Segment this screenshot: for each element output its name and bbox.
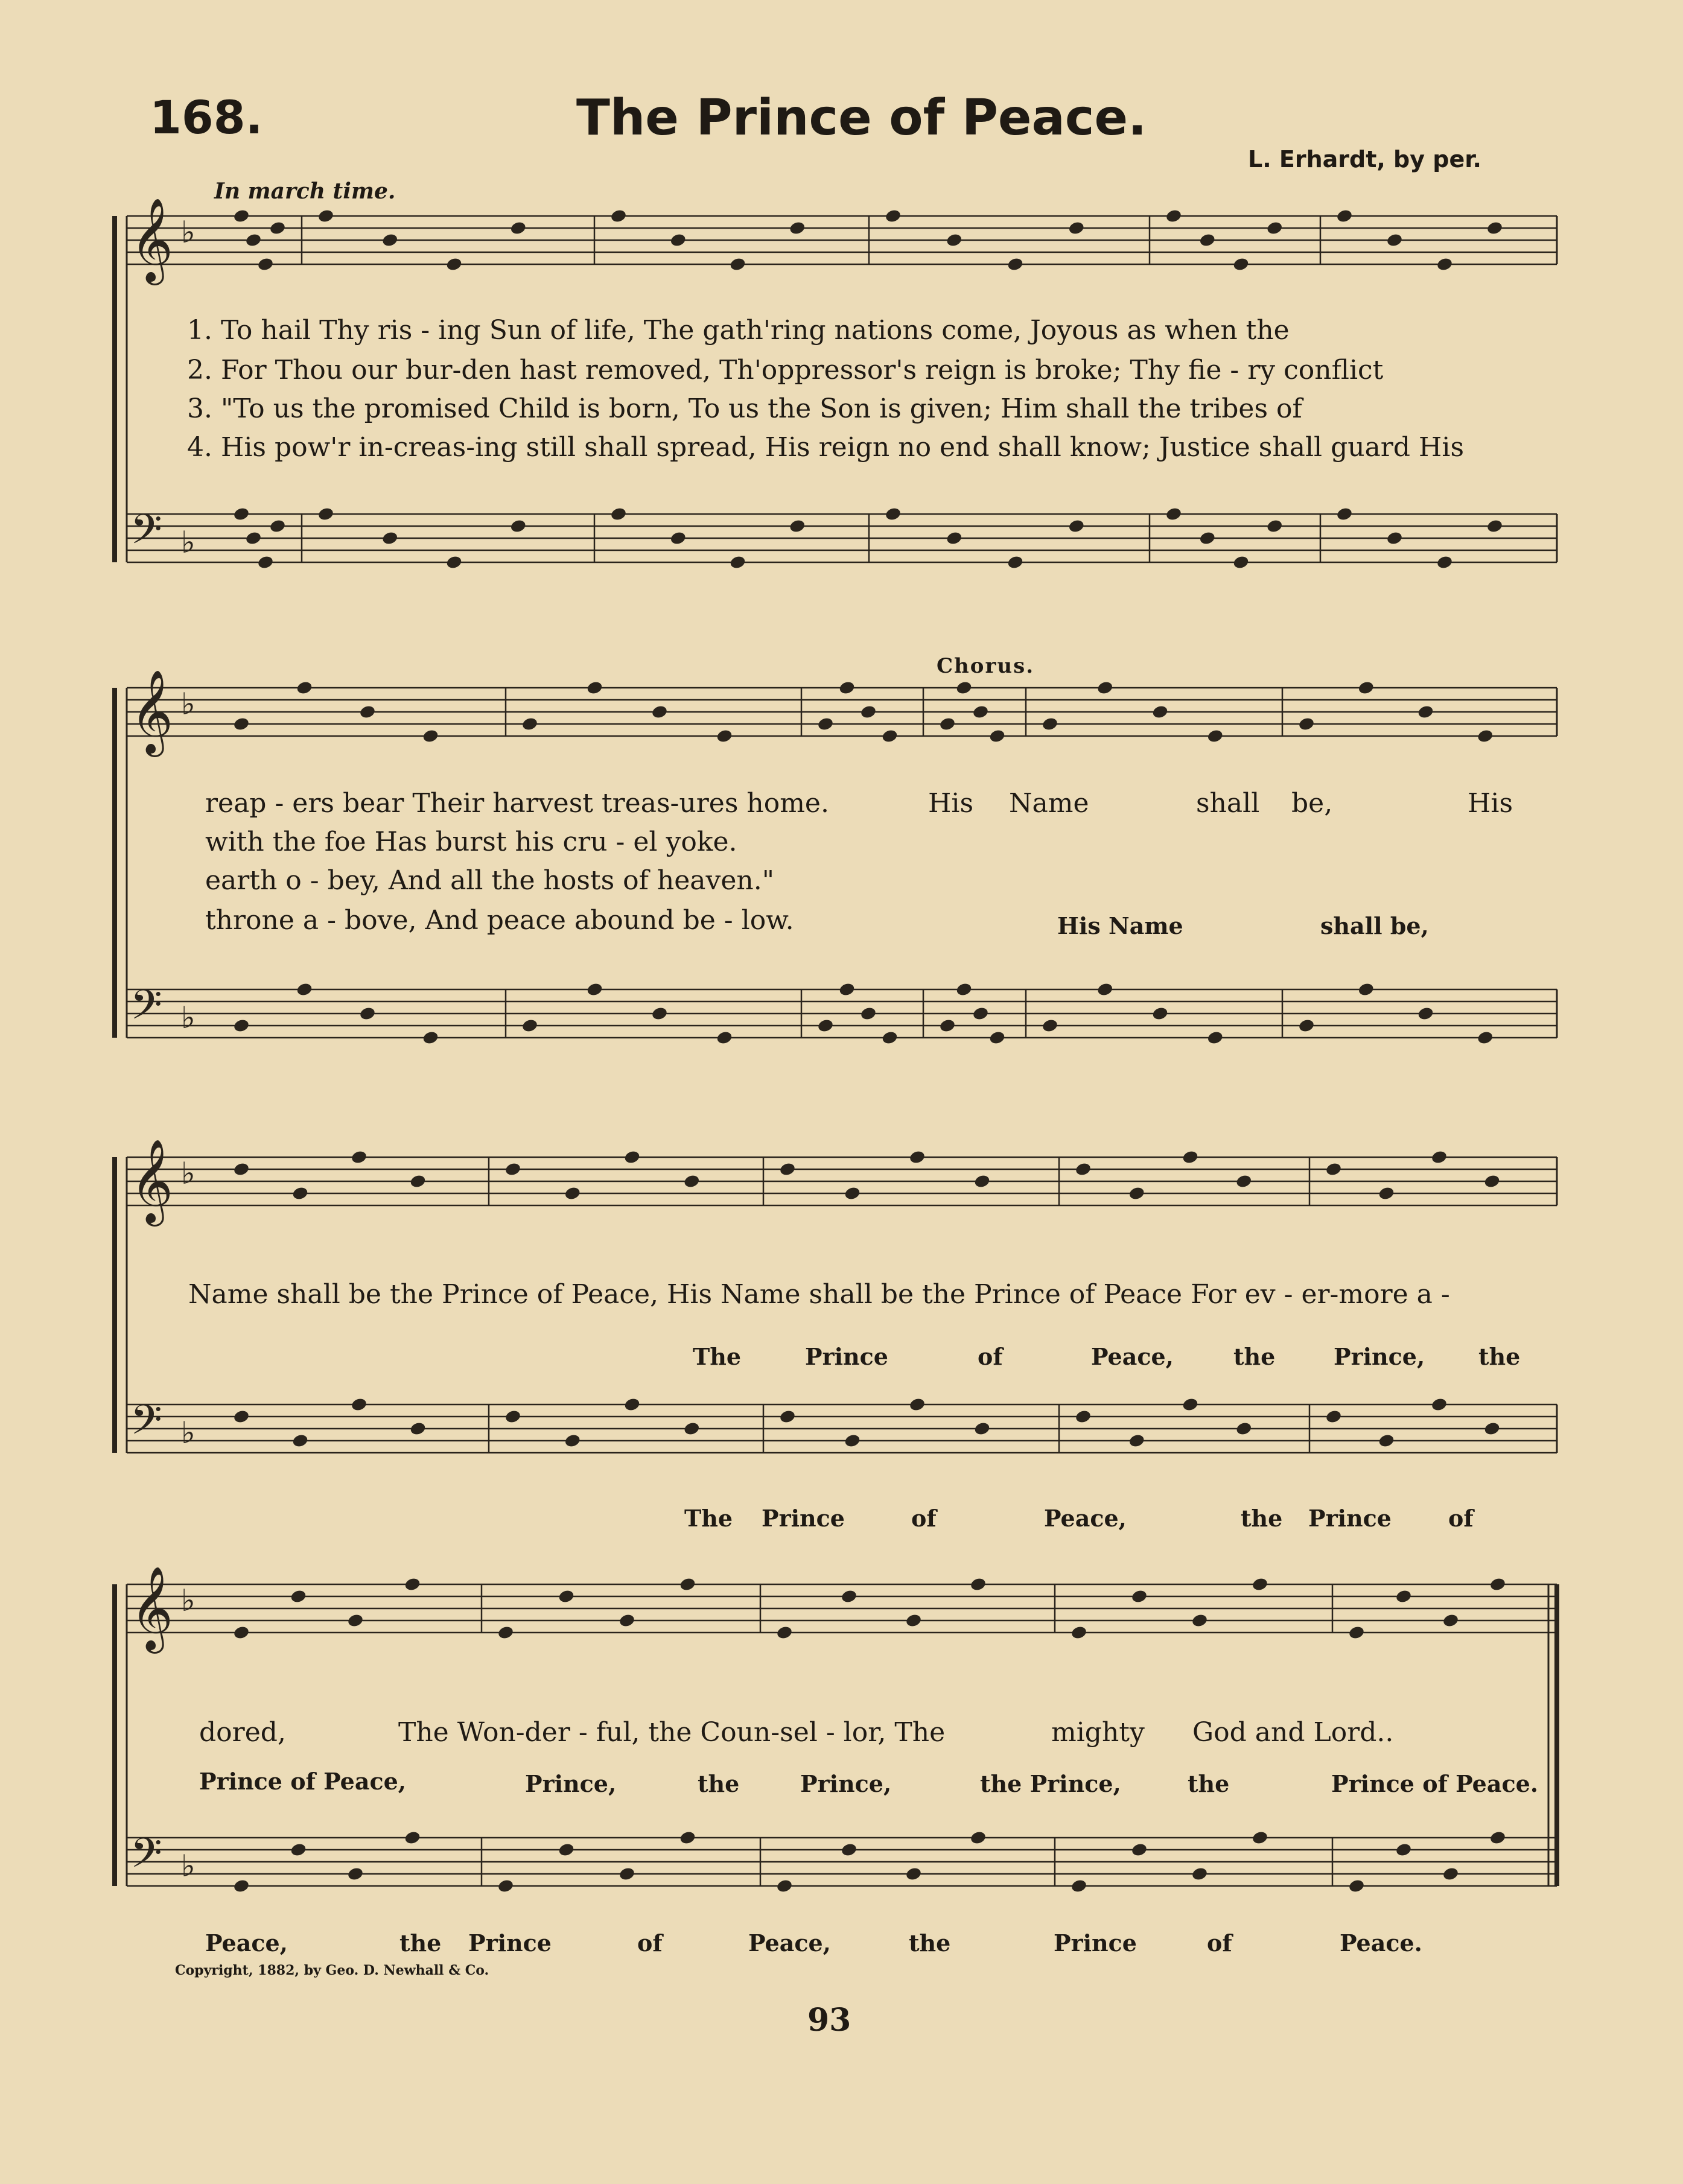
bass-word: the Prince, xyxy=(980,1770,1121,1797)
note-head xyxy=(504,1161,522,1176)
note-head xyxy=(970,1576,987,1592)
note-head xyxy=(1206,728,1224,743)
note-head xyxy=(610,208,628,223)
bass-word: The xyxy=(693,1343,742,1370)
bass-word: of xyxy=(978,1343,1003,1370)
note-head xyxy=(779,1409,797,1424)
note-head xyxy=(779,1161,797,1176)
chorus-word: Name xyxy=(1009,788,1089,819)
verse-1-line-1: 1. To hail Thy ris - ing Sun of life, The gath'ring nations come, Joyous as when the xyxy=(187,315,1290,346)
note-head xyxy=(909,1397,926,1412)
bass-word: Prince xyxy=(805,1343,888,1370)
note-head xyxy=(359,704,377,719)
note-head xyxy=(1042,716,1059,731)
note-head xyxy=(497,1625,515,1640)
note-head xyxy=(1182,1149,1199,1164)
note-head xyxy=(1075,1409,1092,1424)
note-head xyxy=(1007,256,1024,271)
note-head xyxy=(1357,982,1375,997)
note-head xyxy=(558,1589,575,1604)
note-head xyxy=(1298,1018,1316,1033)
note-head xyxy=(1042,1018,1059,1033)
note-head xyxy=(1486,220,1504,235)
note-head xyxy=(988,728,1006,743)
note-head xyxy=(1191,1613,1209,1628)
note-head xyxy=(1067,220,1085,235)
note-head xyxy=(317,506,335,521)
note-head xyxy=(619,1866,636,1881)
note-head xyxy=(1198,530,1216,545)
clef-glyph: ♭ xyxy=(181,215,196,250)
note-head xyxy=(885,506,902,521)
bass-word: the xyxy=(698,1770,740,1797)
note-head xyxy=(233,1878,250,1893)
note-head xyxy=(679,1830,696,1845)
note-head xyxy=(233,1625,250,1640)
note-head xyxy=(1096,680,1114,695)
bass-word: the xyxy=(399,1929,442,1957)
bass-word: Prince, xyxy=(1334,1343,1425,1370)
note-head xyxy=(885,208,902,223)
note-head xyxy=(776,1625,794,1640)
bass-word: the xyxy=(1241,1505,1283,1532)
note-head xyxy=(1252,1830,1269,1845)
note-head xyxy=(1325,1409,1343,1424)
note-head xyxy=(973,1173,991,1189)
bass-word: Peace. xyxy=(1340,1929,1422,1957)
note-head xyxy=(729,554,746,570)
note-head xyxy=(1128,1186,1145,1201)
bass-word: Prince xyxy=(1054,1929,1137,1957)
note-head xyxy=(1007,554,1024,570)
clef-glyph: ♭ xyxy=(181,1000,196,1035)
note-head xyxy=(838,982,856,997)
hymn-number: 168. xyxy=(150,90,263,144)
clef-glyph: ♭ xyxy=(181,1156,196,1191)
note-head xyxy=(729,256,746,271)
note-head xyxy=(381,530,399,545)
note-head xyxy=(558,1842,575,1857)
verse-2-line-1: 2. For Thou our bur-den hast removed, Th'oppressor's reign is broke; Thy fie - ry conflict xyxy=(187,355,1384,386)
clef-glyph: ♭ xyxy=(181,1415,196,1450)
note-head xyxy=(586,680,603,695)
note-head xyxy=(1477,728,1494,743)
note-head xyxy=(347,1613,364,1628)
note-head xyxy=(1357,680,1375,695)
note-head xyxy=(1442,1613,1460,1628)
note-head xyxy=(1386,530,1404,545)
bass-word: Peace, xyxy=(1044,1505,1127,1532)
note-head xyxy=(564,1433,581,1448)
note-head xyxy=(1071,1878,1088,1893)
note-head xyxy=(290,1589,307,1604)
note-head xyxy=(623,1149,641,1164)
note-head xyxy=(841,1842,858,1857)
note-head xyxy=(1131,1589,1148,1604)
note-head xyxy=(233,208,250,223)
bass-word: the xyxy=(1478,1343,1521,1370)
note-head xyxy=(422,1030,439,1045)
note-head xyxy=(1165,506,1183,521)
note-head xyxy=(844,1433,861,1448)
clef-glyph: 𝄢 xyxy=(130,982,162,1039)
note-head xyxy=(679,1576,696,1592)
bass-word: Peace, xyxy=(1091,1343,1174,1370)
note-head xyxy=(651,704,669,719)
note-head xyxy=(1325,1161,1343,1176)
verse-4-line-2: throne a - bove, And peace abound be - low. xyxy=(205,905,794,936)
note-head xyxy=(651,1006,669,1021)
note-head xyxy=(504,1409,522,1424)
note-head xyxy=(1131,1842,1148,1857)
hymn-title: The Prince of Peace. xyxy=(576,89,1147,147)
clef-glyph: 𝄢 xyxy=(130,1830,162,1887)
bass-word: of xyxy=(911,1505,937,1532)
verse-3-line-2: earth o - bey, And all the hosts of heaven." xyxy=(205,865,774,896)
bass-word: the xyxy=(909,1929,951,1957)
note-head xyxy=(269,518,287,533)
chorus-lyric-line-1: Name shall be the Prince of Peace, His Name shall be the Prince of Peace For ev - er-more a - xyxy=(188,1279,1450,1310)
note-head xyxy=(1266,518,1284,533)
bass-word: of xyxy=(1207,1929,1232,1957)
chorus-label: Chorus. xyxy=(937,654,1035,678)
note-head xyxy=(909,1149,926,1164)
note-head xyxy=(521,716,539,731)
note-head xyxy=(1477,1030,1494,1045)
note-head xyxy=(623,1397,641,1412)
page-number: 93 xyxy=(807,2002,851,2039)
note-head xyxy=(317,208,335,223)
note-head xyxy=(445,554,463,570)
clef-glyph: 𝄢 xyxy=(130,506,162,563)
note-head xyxy=(1067,518,1085,533)
note-head xyxy=(233,716,250,731)
note-head xyxy=(409,1173,427,1189)
note-head xyxy=(683,1173,701,1189)
note-head xyxy=(269,220,287,235)
note-head xyxy=(1336,208,1354,223)
note-head xyxy=(347,1866,364,1881)
chorus-lyric-line-2: dored, xyxy=(199,1717,286,1748)
note-head xyxy=(860,1006,877,1021)
note-head xyxy=(1232,554,1250,570)
clef-glyph: 𝄞 xyxy=(130,1566,173,1650)
note-head xyxy=(1151,704,1169,719)
note-head xyxy=(1417,704,1434,719)
note-head xyxy=(290,1842,307,1857)
note-head xyxy=(939,1018,956,1033)
note-head xyxy=(838,680,856,695)
clef-glyph: 𝄢 xyxy=(130,1397,162,1454)
note-head xyxy=(233,1161,250,1176)
chorus-lyric-line-2: mighty xyxy=(1051,1717,1145,1748)
verse-3-line-1: 3. "To us the promised Child is born, To us the Son is given; Him shall the tribes of xyxy=(187,393,1302,424)
note-head xyxy=(359,1006,377,1021)
note-head xyxy=(970,1830,987,1845)
note-head xyxy=(1483,1421,1501,1436)
clef-glyph: ♭ xyxy=(181,525,196,560)
note-head xyxy=(860,704,877,719)
note-head xyxy=(1232,256,1250,271)
note-head xyxy=(988,1030,1006,1045)
verse-2-line-2: with the foe Has burst his cru - el yoke. xyxy=(205,827,737,857)
note-head xyxy=(1348,1878,1366,1893)
note-head xyxy=(1395,1589,1413,1604)
clef-glyph: 𝄞 xyxy=(130,1139,173,1223)
note-head xyxy=(716,728,733,743)
note-head xyxy=(1348,1625,1366,1640)
note-head xyxy=(955,982,973,997)
note-head xyxy=(245,530,262,545)
bass-word: Prince xyxy=(468,1929,552,1957)
note-head xyxy=(1386,232,1404,247)
note-head xyxy=(1151,1006,1169,1021)
bass-chorus-word: His Name xyxy=(1057,912,1183,939)
chorus-lyric-line-2: God and Lord.. xyxy=(1192,1717,1394,1748)
note-head xyxy=(509,220,527,235)
bass-word: of xyxy=(1448,1505,1474,1532)
verse-4-line-1: 4. His pow'r in-creas-ing still shall spread, His reign no end shall know; Justice shall guard His xyxy=(187,432,1465,463)
note-head xyxy=(233,1409,250,1424)
note-head xyxy=(789,518,806,533)
note-head xyxy=(291,1433,309,1448)
note-head xyxy=(939,716,956,731)
note-head xyxy=(955,680,973,695)
note-head xyxy=(841,1589,858,1604)
bass-word: of xyxy=(637,1929,663,1957)
note-head xyxy=(291,1186,309,1201)
note-head xyxy=(669,530,687,545)
note-head xyxy=(497,1878,515,1893)
note-head xyxy=(1489,1830,1507,1845)
note-head xyxy=(245,232,262,247)
bass-word: Peace, xyxy=(205,1929,288,1957)
note-head xyxy=(564,1186,581,1201)
note-head xyxy=(296,680,313,695)
bass-word: The xyxy=(684,1505,733,1532)
note-head xyxy=(1198,232,1216,247)
note-head xyxy=(1235,1421,1253,1436)
note-head xyxy=(619,1613,636,1628)
note-head xyxy=(1071,1625,1088,1640)
note-head xyxy=(1336,506,1354,521)
bass-word: Prince, xyxy=(525,1770,617,1797)
chorus-word: His xyxy=(928,788,974,819)
note-head xyxy=(1096,982,1114,997)
note-head xyxy=(422,728,439,743)
note-head xyxy=(1483,1173,1501,1189)
note-head xyxy=(404,1830,421,1845)
tempo-marking: In march time. xyxy=(214,179,396,204)
composer-credit: L. Erhardt, by per. xyxy=(1248,146,1481,173)
note-head xyxy=(905,1866,923,1881)
bass-word: Peace, xyxy=(748,1929,831,1957)
note-head xyxy=(1266,220,1284,235)
note-head xyxy=(1075,1161,1092,1176)
copyright-notice: Copyright, 1882, by Geo. D. Newhall & Co. xyxy=(175,1963,489,1978)
note-head xyxy=(1252,1576,1269,1592)
note-head xyxy=(1436,256,1454,271)
note-head xyxy=(445,256,463,271)
note-head xyxy=(1395,1842,1413,1857)
note-head xyxy=(946,530,963,545)
note-head xyxy=(1128,1433,1145,1448)
note-head xyxy=(946,232,963,247)
note-head xyxy=(610,506,628,521)
note-head xyxy=(409,1421,427,1436)
note-head xyxy=(1436,554,1454,570)
note-head xyxy=(1182,1397,1199,1412)
note-head xyxy=(351,1397,368,1412)
note-head xyxy=(1206,1030,1224,1045)
note-head xyxy=(351,1149,368,1164)
note-head xyxy=(1378,1186,1395,1201)
bass-word: Prince of Peace, xyxy=(199,1768,407,1795)
bass-word: Prince of Peace. xyxy=(1331,1770,1539,1797)
note-head xyxy=(817,1018,835,1033)
note-head xyxy=(1417,1006,1434,1021)
note-head xyxy=(973,1421,991,1436)
note-head xyxy=(1489,1576,1507,1592)
note-head xyxy=(1378,1433,1395,1448)
note-head xyxy=(1486,518,1504,533)
note-head xyxy=(1298,716,1316,731)
note-head xyxy=(817,716,835,731)
note-head xyxy=(905,1613,923,1628)
bass-word: Prince xyxy=(762,1505,845,1532)
note-head xyxy=(972,1006,990,1021)
bass-word: Prince, xyxy=(800,1770,892,1797)
chorus-word: shall xyxy=(1196,788,1260,819)
note-head xyxy=(881,1030,899,1045)
clef-glyph: ♭ xyxy=(181,1849,196,1884)
chorus-word: be, xyxy=(1291,788,1333,819)
note-head xyxy=(381,232,399,247)
verse-1-line-2: reap - ers bear Their harvest treas-ures home. xyxy=(205,788,829,819)
chorus-lyric-line-2: The Won-der - ful, the Coun-sel - lor, The xyxy=(398,1717,946,1748)
bass-chorus-word: shall be, xyxy=(1320,912,1429,939)
note-head xyxy=(233,1018,250,1033)
note-head xyxy=(972,704,990,719)
clef-glyph: ♭ xyxy=(181,687,196,722)
bass-word: Prince xyxy=(1308,1505,1392,1532)
note-head xyxy=(683,1421,701,1436)
note-head xyxy=(844,1186,861,1201)
note-head xyxy=(881,728,899,743)
chorus-word: His xyxy=(1468,788,1513,819)
note-head xyxy=(776,1878,794,1893)
clef-glyph: ♭ xyxy=(181,1583,196,1618)
note-head xyxy=(1191,1866,1209,1881)
clef-glyph: 𝄞 xyxy=(130,670,173,754)
note-head xyxy=(586,982,603,997)
note-head xyxy=(257,554,275,570)
note-head xyxy=(1235,1173,1253,1189)
note-head xyxy=(1442,1866,1460,1881)
note-head xyxy=(789,220,806,235)
bass-word: the xyxy=(1233,1343,1276,1370)
note-head xyxy=(257,256,275,271)
note-head xyxy=(1431,1397,1448,1412)
note-head xyxy=(716,1030,733,1045)
clef-glyph: 𝄞 xyxy=(130,198,173,282)
bass-word: the xyxy=(1188,1770,1230,1797)
note-head xyxy=(1165,208,1183,223)
note-head xyxy=(296,982,313,997)
note-head xyxy=(521,1018,539,1033)
note-head xyxy=(233,506,250,521)
note-head xyxy=(669,232,687,247)
note-head xyxy=(404,1576,421,1592)
note-head xyxy=(1431,1149,1448,1164)
note-head xyxy=(509,518,527,533)
